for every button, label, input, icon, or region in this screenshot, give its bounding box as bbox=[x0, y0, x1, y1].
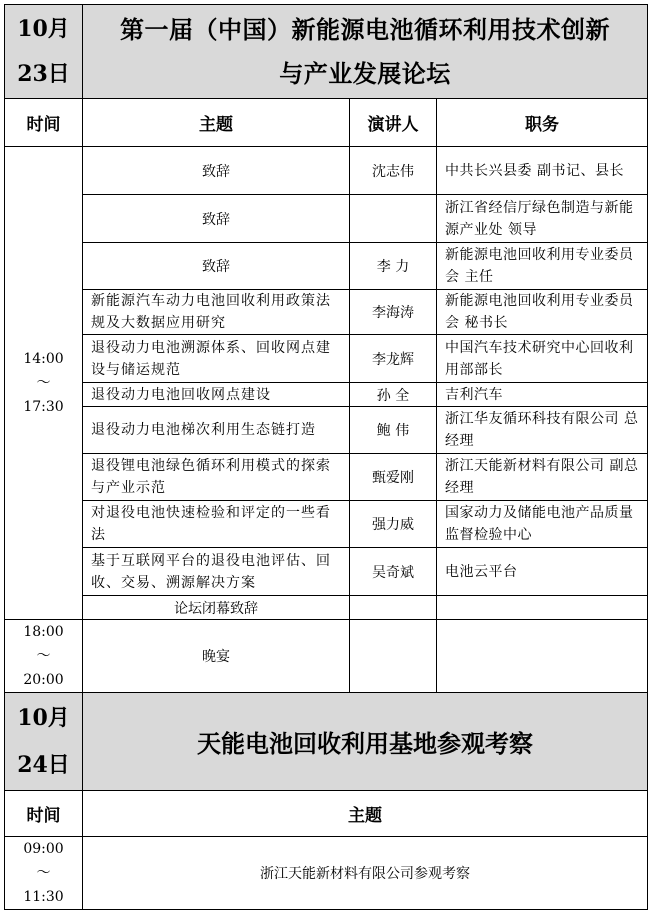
session2-start: 18:00 bbox=[23, 624, 64, 640]
session2-speaker bbox=[350, 620, 437, 693]
header-speaker: 演讲人 bbox=[350, 99, 437, 147]
table-row bbox=[5, 548, 648, 596]
row-topic: 致辞 bbox=[83, 195, 350, 243]
header-topic: 主题 bbox=[83, 99, 350, 147]
table-row bbox=[5, 454, 648, 501]
day2-session-end: 11:30 bbox=[23, 889, 64, 905]
day2-column-header-row bbox=[5, 791, 648, 837]
day2-session-sep: ～ bbox=[36, 865, 51, 881]
row-topic: 对退役电池快速检验和评定的一些看法 bbox=[83, 501, 350, 548]
row-topic: 退役锂电池绿色循环利用模式的探索与产业示范 bbox=[83, 454, 350, 501]
table-row bbox=[5, 383, 648, 407]
day1-column-header-row bbox=[5, 99, 648, 147]
row-position: 新能源电池回收利用专业委员会 秘书长 bbox=[437, 290, 648, 335]
session2-time bbox=[5, 620, 83, 693]
table-row bbox=[5, 501, 648, 548]
row-speaker: 强力威 bbox=[350, 501, 437, 548]
row-speaker: 李海涛 bbox=[350, 290, 437, 335]
row-speaker: 沈志伟 bbox=[350, 147, 437, 195]
row-speaker: 李 力 bbox=[350, 243, 437, 290]
row-topic: 致辞 bbox=[83, 147, 350, 195]
row-position: 中共长兴县委 副书记、县长 bbox=[437, 147, 648, 195]
row-position: 吉利汽车 bbox=[437, 383, 648, 407]
table-row bbox=[5, 195, 648, 243]
row-speaker: 吴奇斌 bbox=[350, 548, 437, 596]
day1-header-row bbox=[5, 5, 648, 99]
table-row bbox=[5, 335, 648, 383]
day2-header-topic: 主题 bbox=[83, 791, 648, 837]
header-time: 时间 bbox=[5, 99, 83, 147]
agenda-table bbox=[4, 4, 648, 910]
row-topic: 退役动力电池梯次利用生态链打造 bbox=[83, 407, 350, 454]
dinner-row bbox=[5, 620, 648, 693]
row-speaker bbox=[350, 195, 437, 243]
day2-date bbox=[5, 693, 83, 791]
row-speaker: 鲍 伟 bbox=[350, 407, 437, 454]
day1-day: 23日 bbox=[17, 60, 70, 87]
day1-title-line1: 第一届（中国）新能源电池循环利用技术创新 bbox=[120, 14, 611, 44]
session2-topic: 晚宴 bbox=[83, 620, 350, 693]
table-row bbox=[5, 407, 648, 454]
day2-session-start: 09:00 bbox=[23, 841, 64, 857]
row-topic: 退役动力电池溯源体系、回收网点建设与储运规范 bbox=[83, 335, 350, 383]
day2-session-row bbox=[5, 837, 648, 910]
day2-title: 天能电池回收利用基地参观考察 bbox=[83, 693, 648, 791]
row-position: 浙江天能新材料有限公司 副总经理 bbox=[437, 454, 648, 501]
day1-title bbox=[83, 5, 648, 99]
row-position: 浙江省经信厅绿色制造与新能源产业处 领导 bbox=[437, 195, 648, 243]
row-topic: 新能源汽车动力电池回收利用政策法规及大数据应用研究 bbox=[83, 290, 350, 335]
row-position: 浙江华友循环科技有限公司 总经理 bbox=[437, 407, 648, 454]
closing-speaker bbox=[350, 596, 437, 620]
row-topic: 基于互联网平台的退役电池评估、回收、交易、溯源解决方案 bbox=[83, 548, 350, 596]
day2-header-time: 时间 bbox=[5, 791, 83, 837]
header-position: 职务 bbox=[437, 99, 648, 147]
day2-header-row bbox=[5, 693, 648, 791]
session1-sep: ～ bbox=[36, 375, 51, 391]
table-row bbox=[5, 290, 648, 335]
session2-end: 20:00 bbox=[23, 672, 64, 688]
row-position: 国家动力及储能电池产品质量监督检验中心 bbox=[437, 501, 648, 548]
closing-row bbox=[5, 596, 648, 620]
row-speaker: 李龙辉 bbox=[350, 335, 437, 383]
row-topic: 退役动力电池回收网点建设 bbox=[83, 383, 350, 407]
session2-position bbox=[437, 620, 648, 693]
row-speaker: 孙 全 bbox=[350, 383, 437, 407]
row-speaker: 甄爱刚 bbox=[350, 454, 437, 501]
session1-time bbox=[5, 147, 83, 620]
day2-day: 24日 bbox=[17, 751, 70, 778]
day1-title-line2: 与产业发展论坛 bbox=[279, 58, 451, 88]
day1-date bbox=[5, 5, 83, 99]
session1-start: 14:00 bbox=[23, 351, 64, 367]
table-row bbox=[5, 147, 648, 195]
closing-position bbox=[437, 596, 648, 620]
closing-topic: 论坛闭幕致辞 bbox=[83, 596, 350, 620]
row-position: 中国汽车技术研究中心回收利用部部长 bbox=[437, 335, 648, 383]
day2-session-topic: 浙江天能新材料有限公司参观考察 bbox=[83, 837, 648, 910]
day1-month: 10月 bbox=[17, 15, 70, 42]
row-position: 电池云平台 bbox=[437, 548, 648, 596]
row-position: 新能源电池回收利用专业委员会 主任 bbox=[437, 243, 648, 290]
session2-sep: ～ bbox=[36, 648, 51, 664]
session1-end: 17:30 bbox=[23, 399, 64, 415]
day2-session-time bbox=[5, 837, 83, 910]
table-row bbox=[5, 243, 648, 290]
day2-month: 10月 bbox=[17, 704, 70, 731]
row-topic: 致辞 bbox=[83, 243, 350, 290]
